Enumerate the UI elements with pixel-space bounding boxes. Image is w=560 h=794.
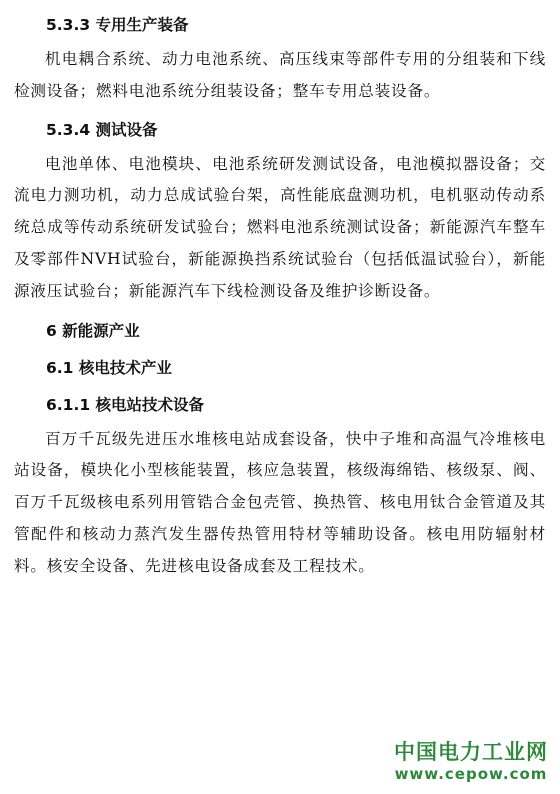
watermark-site-name: 中国电力工业网: [394, 740, 548, 764]
watermark-site-url: www.cepow.com: [394, 765, 548, 783]
section-paragraph-5-3-4: 电池单体、电池模块、电池系统研发测试设备，电池模拟器设备；交流电力测功机，动力总成试验台架，高性能底盘测功机，电机驱动传动系统总成等传动系统研发试验台；燃料电池系统测试设备；新能源汽车整车及零部件NVH试验台，新能源换挡系统试验台（包括低温试验台），新能源液压试验台；新能源汽车下线检测设备及维护诊断设备。: [14, 154, 546, 300]
section-heading-6-1: 6.1 核电技术产业: [46, 358, 172, 377]
section-heading-5-3-4: 5.3.4 测试设备: [46, 120, 158, 139]
section-paragraph-5-3-3: 机电耦合系统、动力电池系统、高压线束等部件专用的分组装和下线检测设备；燃料电池系统分组装设备；整车专用总装设备。: [14, 50, 546, 100]
section-heading-6-1-1: 6.1.1 核电站技术设备: [46, 395, 205, 414]
section-heading-6: 6 新能源产业: [46, 321, 140, 340]
section-paragraph-6-1-1: 百万千瓦级先进压水堆核电站成套设备，快中子堆和高温气冷堆核电站设备，模块化小型核能装置，核应急装置，核级海绵锆、核级泵、阀、百万千瓦级核电系列用管锆合金包壳管、换热管、核电用钛合金管道及其管配件和核动力蒸汽发生器传热管用特材等辅助设备。核电用防辐射材料。核安全设备、先进核电设备成套及工程技术。: [14, 429, 546, 575]
site-watermark: [394, 742, 548, 782]
section-heading-5-3-3: 5.3.3 专用生产装备: [46, 16, 189, 34]
